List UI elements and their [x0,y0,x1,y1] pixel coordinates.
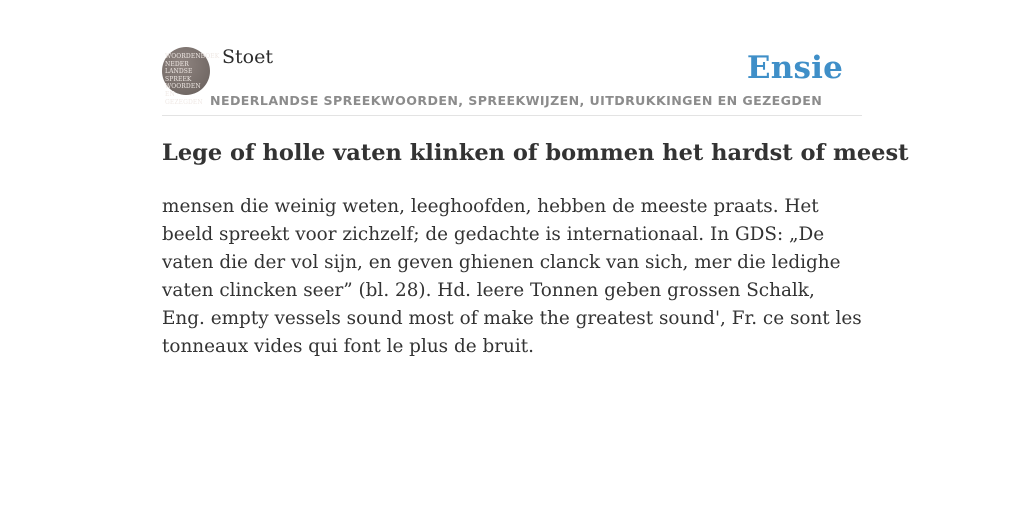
entry-title: Lege of holle vaten klinken of bommen het hardst of meest [162,140,909,166]
avatar[interactable] [162,47,220,106]
ensie-logo[interactable]: Ensie [746,50,843,86]
page-header [162,0,862,116]
author-name-link[interactable]: Stoet [222,46,273,68]
avatar-book-cover-text: WOORDENBOEK NEDER LANDSE SPREEK WOORDEN EN GEZEGDEN [165,53,220,106]
entry-card [162,0,909,357]
dictionary-source-title[interactable]: NEDERLANDSE SPREEKWOORDEN, SPREEKWIJZEN, UITDRUKKINGEN EN GEZEGDEN [210,93,823,108]
entry-definition: mensen die weinig weten, leeghoofden, hebben de meeste praats. Het beeld spreekt voor zichzelf; de gedachte is internationaal. In GDS: „De vaten die der vol sijn, en geven ghienen clanck van sich, mer die ledighe vaten clincken seer” (bl. 28). Hd. leere Tonnen geben grossen Schalk, Eng. empty vessels sound most of make the greatest sound', Fr. ce sont les tonneaux vides qui font le plus de bruit. [162,196,862,357]
